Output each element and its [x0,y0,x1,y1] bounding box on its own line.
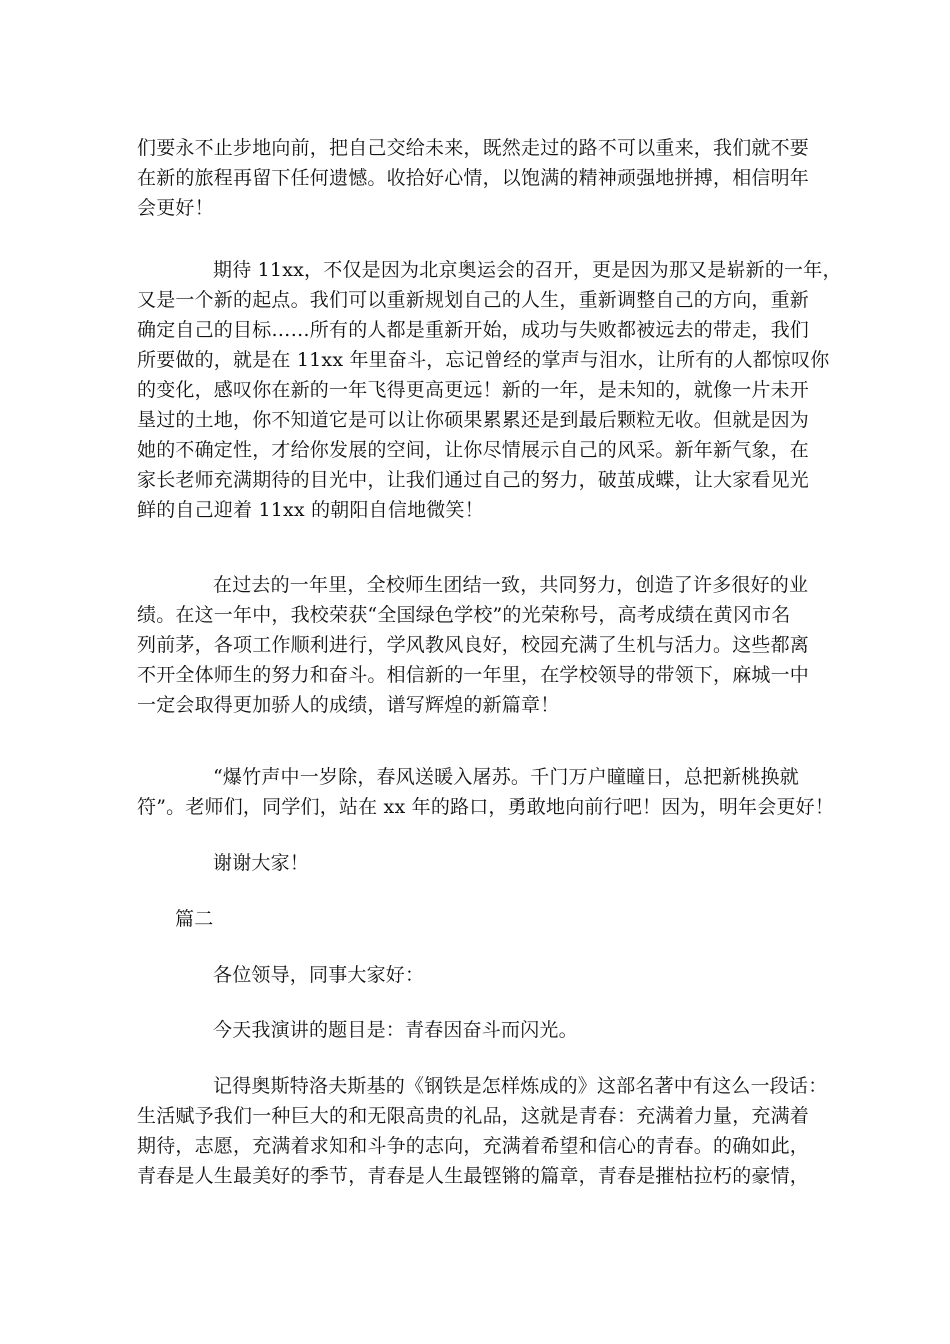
text-line: 各位领导，同事大家好： [213,964,425,986]
text-line: 符”。老师们，同学们，站在 xx 年的路口，勇敢地向前行吧！因为，明年会更好！ [137,796,835,818]
text-line: 记得奥斯特洛夫斯基的《钢铁是怎样炼成的》这部名著中有这么一段话： [213,1075,828,1097]
text-line: 鲜的自己迎着 11xx 的朝阳自信地微笑！ [137,499,484,521]
text-line: 在新的旅程再留下任何遗憾。收拾好心情，以饱满的精神顽强地拼搏，相信明年 [137,167,810,189]
text-line: 家长老师充满期待的目光中，让我们通过自己的努力，破茧成蝶，让大家看见光 [137,469,810,491]
paragraph-continuation [137,133,827,223]
section-heading [137,904,827,934]
text-line: 今天我演讲的题目是：青春因奋斗而闪光。 [213,1019,578,1041]
text-line: 绩。在这一年中，我校荣获“全国绿色学校”的光荣称号，高考成绩在黄冈市名 [137,604,791,626]
section-title: 篇二 [175,908,214,930]
paragraph-topic [137,1015,827,1045]
text-line: 她的不确定性，才给你发展的空间，让你尽情展示自己的风采。新年新气象，在 [137,439,810,461]
paragraph-thanks [137,848,827,878]
text-line: 期待，志愿，充满着求知和斗争的志向，充满着希望和信心的青春。的确如此， [137,1135,810,1157]
text-line: 垦过的土地，你不知道它是可以让你硕果累累还是到最后颗粒无收。但就是因为 [137,409,810,431]
text-line: 们要永不止步地向前，把自己交给未来，既然走过的路不可以重来，我们就不要 [137,137,810,159]
text-line: 的变化，感叹你在新的一年飞得更高更远！新的一年，是未知的，就像一片未开 [137,379,810,401]
text-line: 会更好！ [137,197,214,219]
text-line: 又是一个新的起点。我们可以重新规划自己的人生，重新调整自己的方向，重新 [137,289,810,311]
text-line: 所要做的，就是在 11xx 年里奋斗，忘记曾经的掌声与泪水，让所有的人都惊叹你 [137,349,830,371]
text-line: 谢谢大家！ [213,852,310,874]
text-line: 确定自己的目标……所有的人都是重新开始，成功与失败都被远去的带走，我们 [137,319,810,341]
text-line: 青春是人生最美好的季节，青春是人生最铿锵的篇章，青春是摧枯拉朽的豪情， [137,1165,810,1187]
paragraph-youth-quote [137,1071,827,1191]
text-line: 列前茅，各项工作顺利进行，学风教风良好，校园充满了生机与活力。这些都离 [137,634,810,656]
paragraph-school-achievements [137,570,827,720]
paragraph-new-year-hope [137,255,842,525]
text-line: 在过去的一年里，全校师生团结一致，共同努力，创造了许多很好的业 [213,574,809,596]
paragraph-greeting [137,960,827,990]
text-line: 生活赋予我们一种巨大的和无限高贵的礼品，这就是青春：充满着力量，充满着 [137,1105,810,1127]
text-line: 不开全体师生的努力和奋斗。相信新的一年里，在学校领导的带领下，麻城一中 [137,664,810,686]
text-line: “爆竹声中一岁除，春风送暖入屠苏。千门万户曈曈日，总把新桃换就 [213,766,799,788]
text-line: 一定会取得更加骄人的成绩，谱写辉煌的新篇章！ [137,694,560,716]
paragraph-poem-quote [137,762,835,822]
text-line: 期待 11xx，不仅是因为北京奥运会的召开，更是因为那又是崭新的一年， [213,259,842,281]
